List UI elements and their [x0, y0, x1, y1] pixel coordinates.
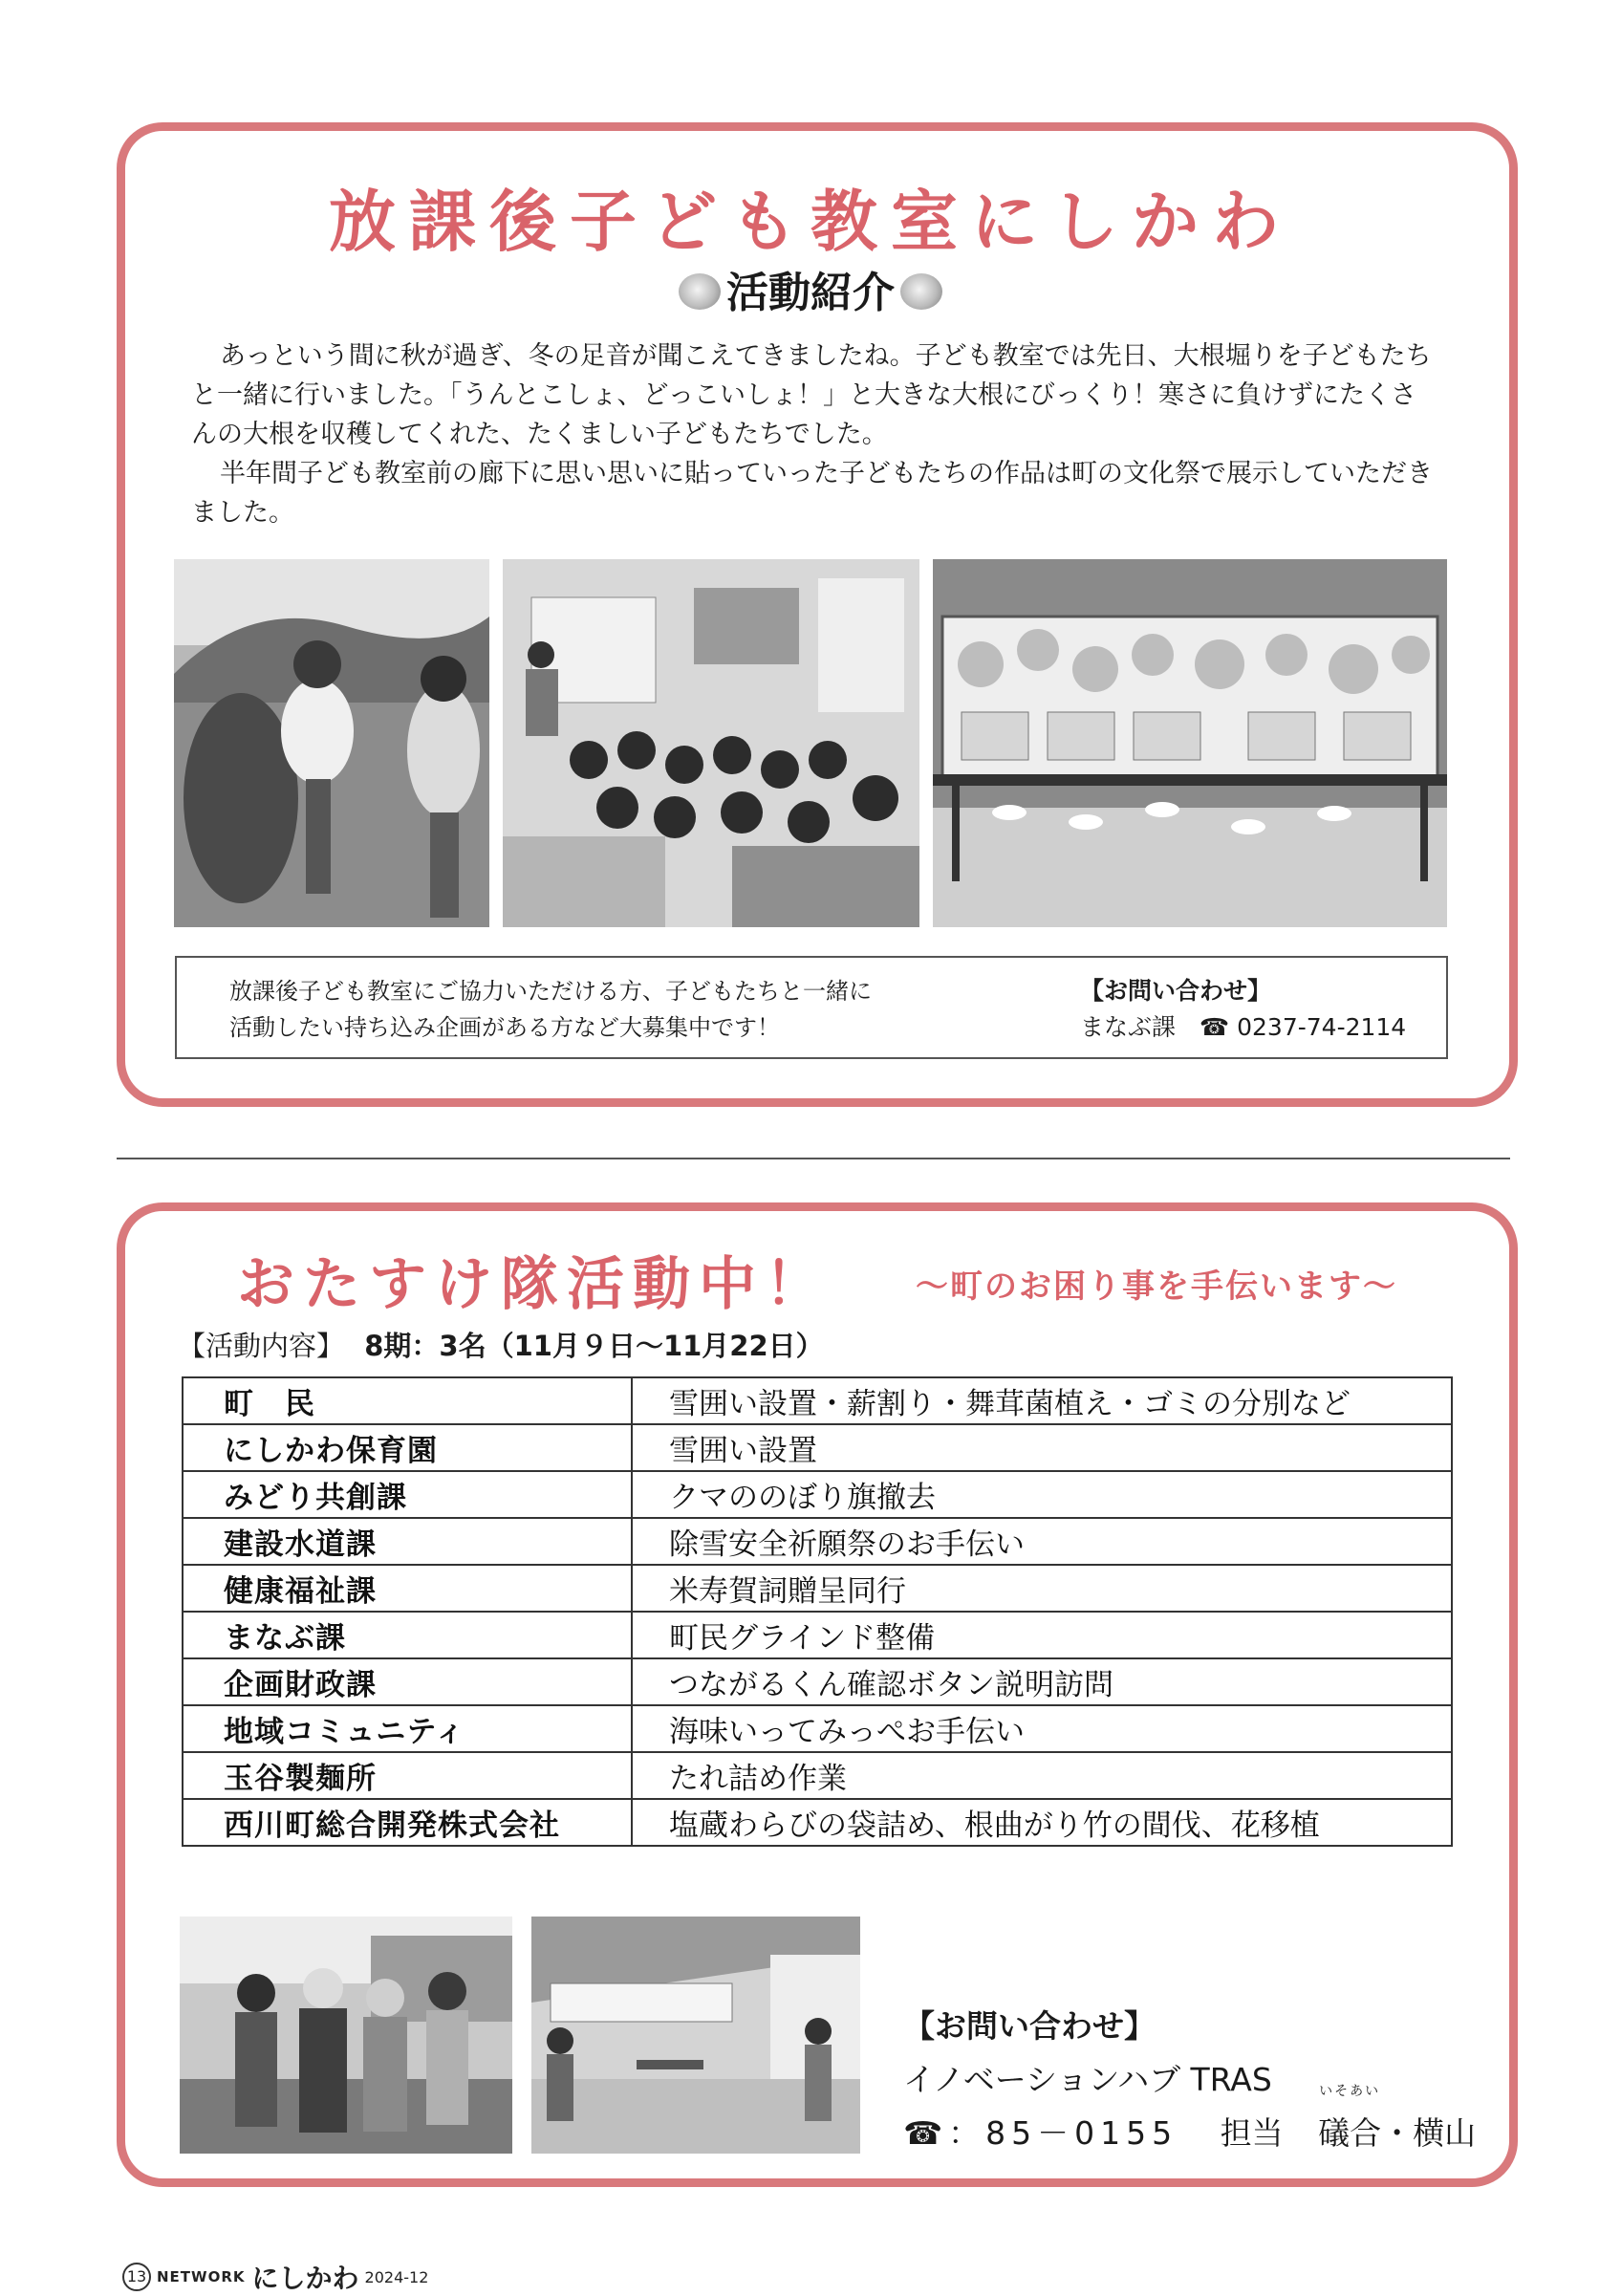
- photo-classroom: [503, 559, 919, 927]
- section-divider: [117, 1158, 1510, 1159]
- notice-contact-phone: ☎ 0237-74-2114: [1200, 1013, 1407, 1041]
- activity-table: [182, 1376, 1453, 1847]
- section1-paragraph: 半年間子ども教室前の廊下に思い思いに貼っていった子どもたちの作品は町の文化祭で展示していただきました。: [191, 459, 1433, 528]
- org-cell: にしかわ保育園: [183, 1424, 632, 1471]
- photo-event-venue: [531, 1917, 860, 2154]
- flower-icon: [900, 273, 942, 310]
- org-cell: 地域コミュニティ: [183, 1705, 632, 1752]
- staff-ruby: いそあい: [1319, 2084, 1381, 2099]
- section1-paragraph: あっという間に秋が過ぎ、冬の足音が聞こえてきましたね。子ども教室では先日、大根堀りを子どもたちと一緒に行いました。「うんとこしょ、どっこいしょ！」と大きな大根にびっくり！寒さに負けずにたくさんの大根を収穫してくれた、たくましい子どもたちでした。: [191, 341, 1432, 449]
- contact-org: イノベーションハブ TRAS: [903, 2061, 1272, 2098]
- table-row: [183, 1752, 1452, 1799]
- task-cell: クマののぼり旗撤去: [632, 1471, 1452, 1518]
- org-cell: みどり共創課: [183, 1471, 632, 1518]
- footer-brand: にしかわ: [251, 2263, 359, 2294]
- table-row: [183, 1705, 1452, 1752]
- notice-contact-label: 【お問い合わせ】: [1080, 977, 1272, 1005]
- flower-icon: [679, 273, 721, 310]
- section1-subtitle: 活動紹介: [726, 269, 895, 317]
- photo-artwork-exhibition: [933, 559, 1447, 927]
- task-cell: 雪囲い設置・薪割り・舞茸菌植え・ゴミの分別など: [632, 1377, 1452, 1424]
- task-cell: たれ詰め作業: [632, 1752, 1452, 1799]
- section2-title: おたすけ隊活動中！: [237, 1251, 831, 1318]
- task-cell: 除雪安全祈願祭のお手伝い: [632, 1518, 1452, 1565]
- staff-name: 礒合: [1318, 2114, 1382, 2152]
- section1-subtitle-row: [0, 258, 1621, 319]
- activity-info: [178, 1325, 824, 1364]
- activity-label: 【活動内容】: [178, 1330, 345, 1362]
- table-row: [183, 1565, 1452, 1612]
- table-row: [183, 1518, 1452, 1565]
- contact-label: 【お問い合わせ】: [903, 2007, 1156, 2045]
- org-cell: 健康福祉課: [183, 1565, 632, 1612]
- table-row: [183, 1612, 1452, 1658]
- task-cell: 塩蔵わらびの袋詰め、根曲がり竹の間伐、花移植: [632, 1799, 1452, 1846]
- notice-contact-dept: まなぶ課: [1080, 1013, 1177, 1041]
- notice-line: 活動したい持ち込み企画がある方など大募集中です！: [229, 1014, 780, 1041]
- page-footer: [122, 2258, 428, 2296]
- photo-radish-harvest: [174, 559, 489, 927]
- recruitment-notice: [175, 956, 1448, 1059]
- task-cell: つながるくん確認ボタン説明訪問: [632, 1658, 1452, 1705]
- section1-title: 放課後子ども教室にしかわ: [329, 183, 1292, 261]
- org-cell: 西川町総合開発株式会社: [183, 1799, 632, 1846]
- footer-date: 2024-12: [364, 2267, 429, 2286]
- org-cell: 町 民: [183, 1377, 632, 1424]
- org-cell: 建設水道課: [183, 1518, 632, 1565]
- photo-group-volunteers: [180, 1917, 512, 2154]
- task-cell: 雪囲い設置: [632, 1424, 1452, 1471]
- org-cell: まなぶ課: [183, 1612, 632, 1658]
- section2-subtitle: ～町のお困り事を手伝います～: [916, 1267, 1397, 1306]
- otasuke-contact: [903, 2000, 1476, 2160]
- notice-line: 放課後子ども教室にご協力いただける方、子どもたちと一緒に: [229, 978, 872, 1005]
- table-row: [183, 1424, 1452, 1471]
- table-row: [183, 1471, 1452, 1518]
- activity-period: 8期：3名（11月９日～11月22日）: [364, 1330, 824, 1362]
- table-row: [183, 1658, 1452, 1705]
- staff-rest: ・横山: [1381, 2114, 1477, 2152]
- org-cell: 玉谷製麺所: [183, 1752, 632, 1799]
- org-cell: 企画財政課: [183, 1658, 632, 1705]
- section1-body: [191, 336, 1434, 532]
- table-row: [183, 1799, 1452, 1846]
- staff-prefix: 担当: [1220, 2114, 1284, 2152]
- task-cell: 海味いってみっぺお手伝い: [632, 1705, 1452, 1752]
- contact-tel: ☎：85－0155: [903, 2114, 1178, 2152]
- staff-name-ruby: [1318, 2084, 1382, 2160]
- table-row: [183, 1377, 1452, 1424]
- task-cell: 米寿賀詞贈呈同行: [632, 1565, 1452, 1612]
- footer-network: NETWORK: [157, 2268, 246, 2285]
- page-number: 13: [122, 2263, 151, 2291]
- task-cell: 町民グラインド整備: [632, 1612, 1452, 1658]
